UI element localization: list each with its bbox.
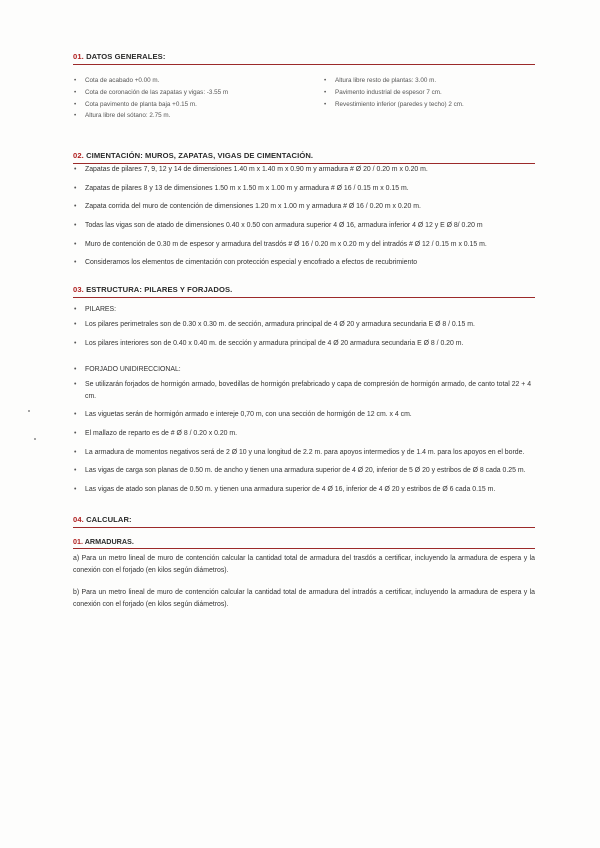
list-item: • Revestimiento inferior (paredes y techo) 2 cm. xyxy=(323,99,535,111)
subsection-title: 01. ARMADURAS. xyxy=(73,537,535,549)
list-item: • Las vigas de atado son planas de 0.50 m. y tienen una armadura superior de 4 Ø 16, inferior de 4 Ø 20 y estribos de Ø 6 cada 0.15 m. xyxy=(73,484,535,496)
section-title: 04. CALCULAR: xyxy=(73,515,535,528)
section-datos-generales xyxy=(73,52,535,122)
list-item: • Los pilares perimetrales son de 0.30 x 0.30 m. de sección, armadura principal de 4 Ø 20 y armadura secundaria E Ø 8 / 0.15 m. xyxy=(73,319,535,331)
list-item: • Zapata corrida del muro de contención de dimensiones 1.20 m x 1.00 m y armadura # Ø 16 / 0.20 m x 0.20 m. xyxy=(73,201,535,213)
pillars-list xyxy=(73,304,535,350)
section-title: 03. ESTRUCTURA: PILARES Y FORJADOS. xyxy=(73,285,535,298)
list-item: • Las vigas de carga son planas de 0.50 m. de ancho y tienen una armadura superior de 4 Ø 20, inferior de 5 Ø 20 y estribos de Ø 8 cada 0.25 m. xyxy=(73,465,535,477)
list-item: • La armadura de momentos negativos será de 2 Ø 10 y una longitud de 2.2 m. para apoyos intermedios y de 1.4 m. para los apoyos en el borde. xyxy=(73,447,535,459)
general-data-right xyxy=(323,75,535,122)
section-estructura xyxy=(73,285,535,496)
section-title: 01. DATOS GENERALES: xyxy=(73,52,535,65)
general-data-left xyxy=(73,75,323,122)
list-item: • Cota de acabado +0.00 m. xyxy=(73,75,323,87)
list-item: • Consideramos los elementos de cimentación con protección especial y encofrado a efectos de recubrimiento xyxy=(73,257,535,269)
list-item: • El mallazo de reparto es de # Ø 8 / 0.20 x 0.20 m. xyxy=(73,428,535,440)
section-calcular xyxy=(73,515,535,610)
document-page xyxy=(73,52,535,611)
list-item: • Todas las vigas son de atado de dimensiones 0.40 x 0.50 con armadura superior 4 Ø 16, armadura inferior 4 Ø 12 y E Ø 8/ 0.20 m xyxy=(73,220,535,232)
list-item: • Se utilizarán forjados de hormigón armado, bovedillas de hormigón prefabricado y capa de compresión de hormigón armado, de canto total 22 + 4 cm. xyxy=(73,379,535,402)
slab-heading: • FORJADO UNIDIRECCIONAL: xyxy=(73,364,535,376)
list-item: • Los pilares interiores son de 0.40 x 0.40 m. de sección y armadura principal de 4 Ø 20 armadura secundaria E Ø 8 / 0.20 m. xyxy=(73,338,535,350)
list-item: • Zapatas de pilares 8 y 13 de dimensiones 1.50 m x 1.50 m x 1.00 m y armadura # Ø 16 / 0.15 m x 0.15 m. xyxy=(73,183,535,195)
question-a: a) Para un metro lineal de muro de contención calcular la cantidad total de armadura del trasdós a certificar, incluyendo la armadura de espera y la conexión con el forjado (en kilos según diámetros). xyxy=(73,555,535,574)
list-item: • Altura libre del sótano: 2.75 m. xyxy=(73,110,323,122)
list-item: • Altura libre resto de plantas: 3.00 m. xyxy=(323,75,535,87)
scan-speck xyxy=(34,438,36,440)
slab-list xyxy=(73,364,535,496)
list-item: • Muro de contención de 0.30 m de espesor y armadura del trasdós # Ø 16 / 0.20 m x 0.20 m y del intradós # Ø 12 / 0.15 m x 0.15 m. xyxy=(73,239,535,251)
scan-speck xyxy=(28,410,30,412)
question-b: b) Para un metro lineal de muro de contención calcular la cantidad total de armadura del intradós a certificar, incluyendo la armadura de espera y la conexión con el forjado (en kilos según diámetros). xyxy=(73,589,535,609)
section-cimentacion xyxy=(73,151,535,269)
list-item: • Zapatas de pilares 7, 9, 12 y 14 de dimensiones 1.40 m x 1.40 m x 0.90 m y armadura # Ø 20 / 0.20 m x 0.20 m. xyxy=(73,164,535,176)
pillars-heading: • PILARES: xyxy=(73,304,535,316)
list-item: • Cota de coronación de las zapatas y vigas: -3.55 m xyxy=(73,87,323,99)
list-item: • Pavimento industrial de espesor 7 cm. xyxy=(323,87,535,99)
foundation-list xyxy=(73,164,535,269)
section-title: 02. CIMENTACIÓN: MUROS, ZAPATAS, VIGAS DE CIMENTACIÓN. xyxy=(73,151,535,164)
general-data-columns xyxy=(73,75,535,122)
list-item: • Las viguetas serán de hormigón armado e intereje 0,70 m, con una sección de hormigón de 12 cm. x 4 cm. xyxy=(73,409,535,421)
list-item: • Cota pavimento de planta baja +0.15 m. xyxy=(73,99,323,111)
